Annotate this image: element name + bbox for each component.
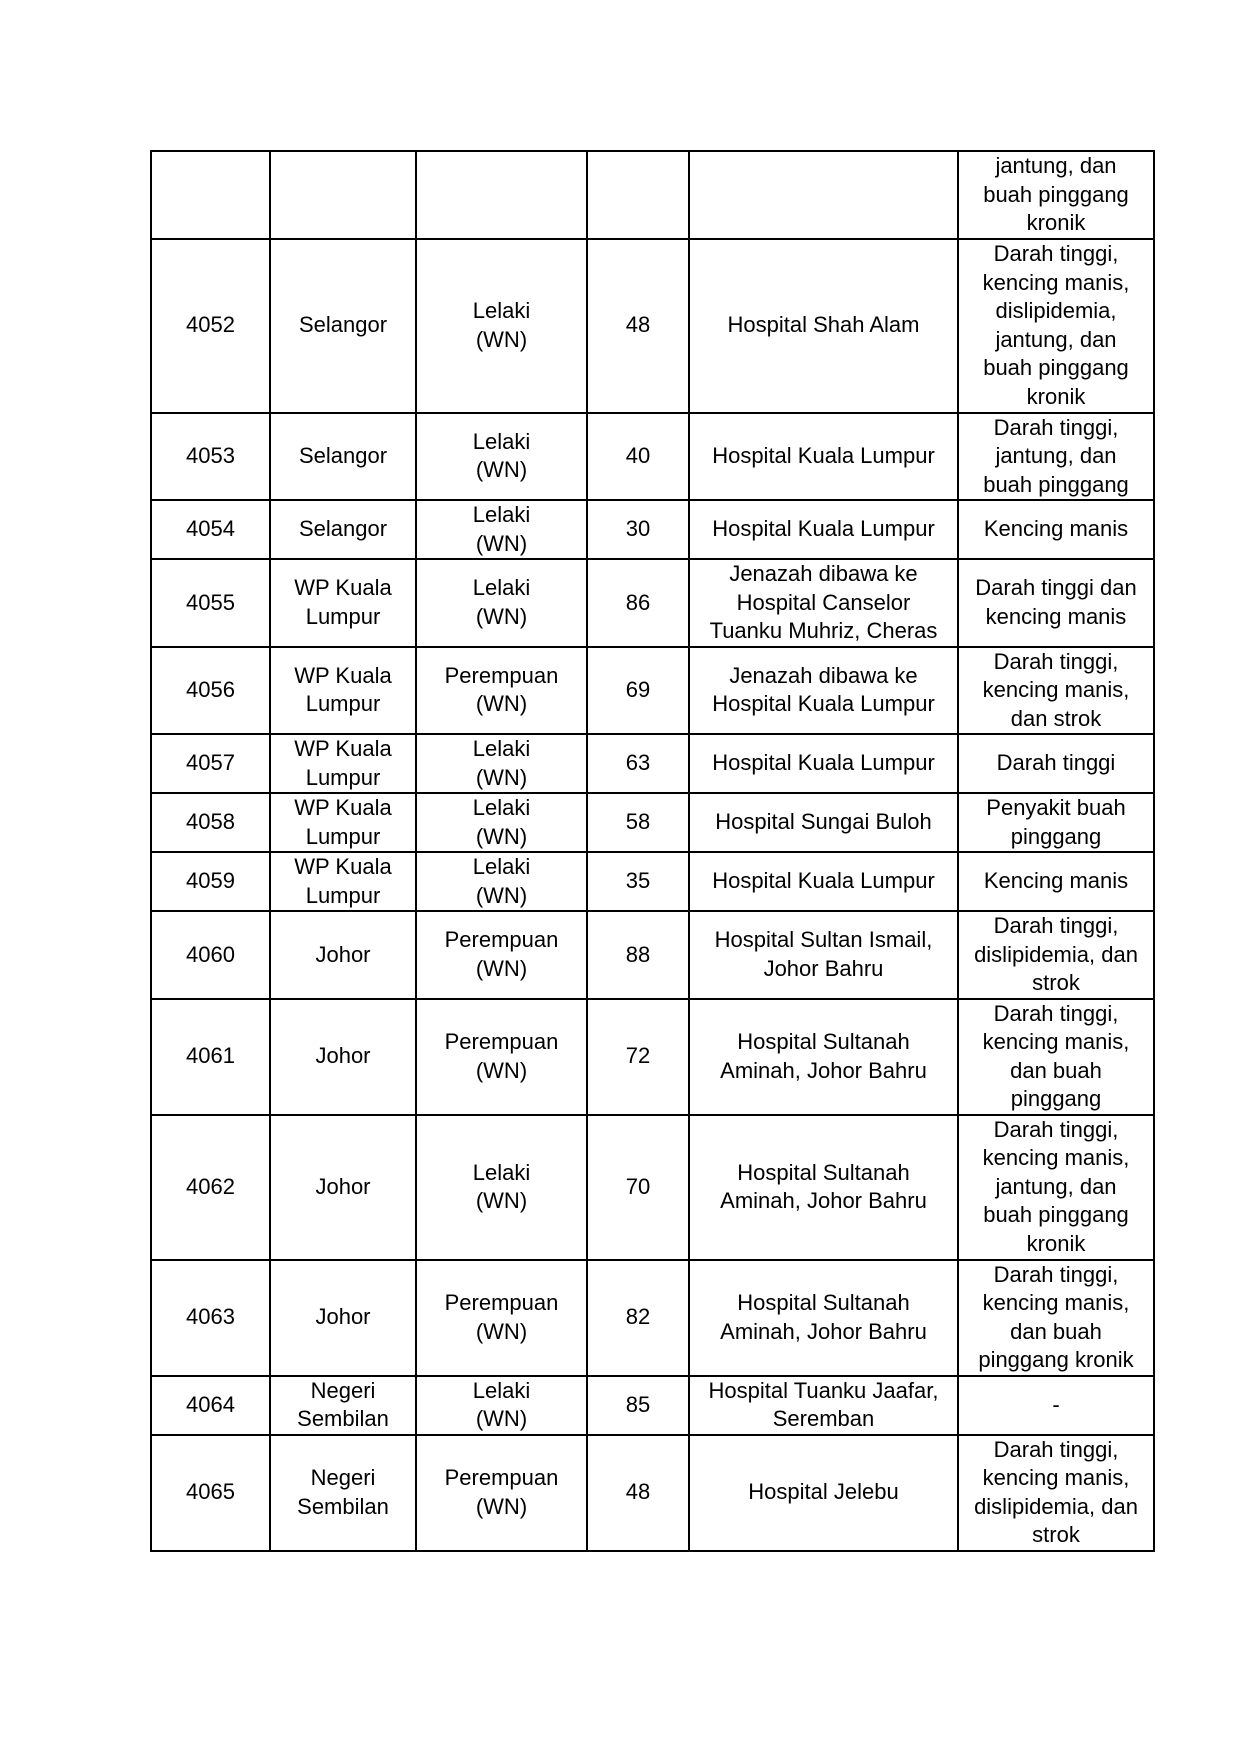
gender-cell: Perempuan (WN) [416, 911, 587, 999]
hospital-cell: Hospital Jelebu [689, 1435, 958, 1551]
gender-cell: Perempuan (WN) [416, 1435, 587, 1551]
hospital-cell: Hospital Sultan Ismail, Johor Bahru [689, 911, 958, 999]
state-cell: WP Kuala Lumpur [270, 647, 416, 735]
gender-cell: Perempuan (WN) [416, 1260, 587, 1376]
hospital-cell: Hospital Shah Alam [689, 239, 958, 413]
table-row [151, 413, 1154, 501]
comorbidity-cell: jantung, dan buah pinggang kronik [958, 151, 1154, 239]
table-row [151, 1376, 1154, 1435]
state-cell: WP Kuala Lumpur [270, 734, 416, 793]
comorbidity-cell: - [958, 1376, 1154, 1435]
age-cell: 70 [587, 1115, 689, 1260]
hospital-cell: Jenazah dibawa ke Hospital Kuala Lumpur [689, 647, 958, 735]
case-number-cell: 4055 [151, 559, 270, 647]
gender-cell: Lelaki (WN) [416, 500, 587, 559]
state-cell: Johor [270, 911, 416, 999]
gender-cell: Lelaki (WN) [416, 852, 587, 911]
state-cell: Negeri Sembilan [270, 1435, 416, 1551]
case-number-cell: 4064 [151, 1376, 270, 1435]
state-cell: Johor [270, 1115, 416, 1260]
gender-cell [416, 151, 587, 239]
case-number-cell: 4065 [151, 1435, 270, 1551]
age-cell: 82 [587, 1260, 689, 1376]
age-cell [587, 151, 689, 239]
case-number-cell: 4063 [151, 1260, 270, 1376]
comorbidity-cell: Darah tinggi dan kencing manis [958, 559, 1154, 647]
hospital-cell: Hospital Kuala Lumpur [689, 734, 958, 793]
state-cell: Selangor [270, 413, 416, 501]
table-row [151, 1260, 1154, 1376]
age-cell: 58 [587, 793, 689, 852]
gender-cell: Lelaki (WN) [416, 1115, 587, 1260]
comorbidity-cell: Kencing manis [958, 500, 1154, 559]
state-cell: Negeri Sembilan [270, 1376, 416, 1435]
case-number-cell: 4052 [151, 239, 270, 413]
hospital-cell: Hospital Sultanah Aminah, Johor Bahru [689, 999, 958, 1115]
state-cell: Johor [270, 1260, 416, 1376]
case-number-cell: 4059 [151, 852, 270, 911]
case-number-cell: 4058 [151, 793, 270, 852]
case-number-cell [151, 151, 270, 239]
gender-cell: Lelaki (WN) [416, 793, 587, 852]
hospital-cell: Hospital Sultanah Aminah, Johor Bahru [689, 1115, 958, 1260]
age-cell: 69 [587, 647, 689, 735]
table-row [151, 239, 1154, 413]
comorbidity-cell: Kencing manis [958, 852, 1154, 911]
case-number-cell: 4061 [151, 999, 270, 1115]
hospital-cell: Jenazah dibawa ke Hospital Canselor Tuanku Muhriz, Cheras [689, 559, 958, 647]
age-cell: 35 [587, 852, 689, 911]
age-cell: 72 [587, 999, 689, 1115]
comorbidity-cell: Darah tinggi, kencing manis, dislipidemia, dan strok [958, 1435, 1154, 1551]
hospital-cell: Hospital Sultanah Aminah, Johor Bahru [689, 1260, 958, 1376]
age-cell: 30 [587, 500, 689, 559]
state-cell [270, 151, 416, 239]
table-row [151, 1115, 1154, 1260]
age-cell: 48 [587, 1435, 689, 1551]
comorbidity-cell: Darah tinggi, kencing manis, dan strok [958, 647, 1154, 735]
hospital-cell: Hospital Kuala Lumpur [689, 852, 958, 911]
comorbidity-cell: Darah tinggi, dislipidemia, dan strok [958, 911, 1154, 999]
state-cell: Selangor [270, 500, 416, 559]
age-cell: 85 [587, 1376, 689, 1435]
table-row [151, 734, 1154, 793]
comorbidity-cell: Darah tinggi, kencing manis, dan buah pinggang [958, 999, 1154, 1115]
comorbidity-cell: Darah tinggi, jantung, dan buah pinggang [958, 413, 1154, 501]
gender-cell: Lelaki (WN) [416, 413, 587, 501]
age-cell: 40 [587, 413, 689, 501]
case-table [150, 150, 1155, 1552]
table-row [151, 793, 1154, 852]
state-cell: Johor [270, 999, 416, 1115]
gender-cell: Perempuan (WN) [416, 647, 587, 735]
table-row [151, 852, 1154, 911]
gender-cell: Lelaki (WN) [416, 559, 587, 647]
case-number-cell: 4053 [151, 413, 270, 501]
hospital-cell: Hospital Kuala Lumpur [689, 413, 958, 501]
table-row [151, 151, 1154, 239]
age-cell: 86 [587, 559, 689, 647]
case-number-cell: 4054 [151, 500, 270, 559]
gender-cell: Perempuan (WN) [416, 999, 587, 1115]
case-number-cell: 4060 [151, 911, 270, 999]
table-row [151, 911, 1154, 999]
state-cell: WP Kuala Lumpur [270, 793, 416, 852]
hospital-cell: Hospital Sungai Buloh [689, 793, 958, 852]
state-cell: Selangor [270, 239, 416, 413]
table-row [151, 1435, 1154, 1551]
table-row [151, 500, 1154, 559]
case-number-cell: 4057 [151, 734, 270, 793]
comorbidity-cell: Penyakit buah pinggang [958, 793, 1154, 852]
table-row [151, 999, 1154, 1115]
state-cell: WP Kuala Lumpur [270, 559, 416, 647]
case-number-cell: 4056 [151, 647, 270, 735]
case-number-cell: 4062 [151, 1115, 270, 1260]
comorbidity-cell: Darah tinggi, kencing manis, dislipidemia, jantung, dan buah pinggang kronik [958, 239, 1154, 413]
hospital-cell: Hospital Tuanku Jaafar, Seremban [689, 1376, 958, 1435]
hospital-cell: Hospital Kuala Lumpur [689, 500, 958, 559]
table-row [151, 647, 1154, 735]
table-row [151, 559, 1154, 647]
gender-cell: Lelaki (WN) [416, 239, 587, 413]
comorbidity-cell: Darah tinggi, kencing manis, dan buah pinggang kronik [958, 1260, 1154, 1376]
comorbidity-cell: Darah tinggi, kencing manis, jantung, dan buah pinggang kronik [958, 1115, 1154, 1260]
comorbidity-cell: Darah tinggi [958, 734, 1154, 793]
hospital-cell [689, 151, 958, 239]
age-cell: 88 [587, 911, 689, 999]
state-cell: WP Kuala Lumpur [270, 852, 416, 911]
gender-cell: Lelaki (WN) [416, 1376, 587, 1435]
age-cell: 48 [587, 239, 689, 413]
gender-cell: Lelaki (WN) [416, 734, 587, 793]
age-cell: 63 [587, 734, 689, 793]
